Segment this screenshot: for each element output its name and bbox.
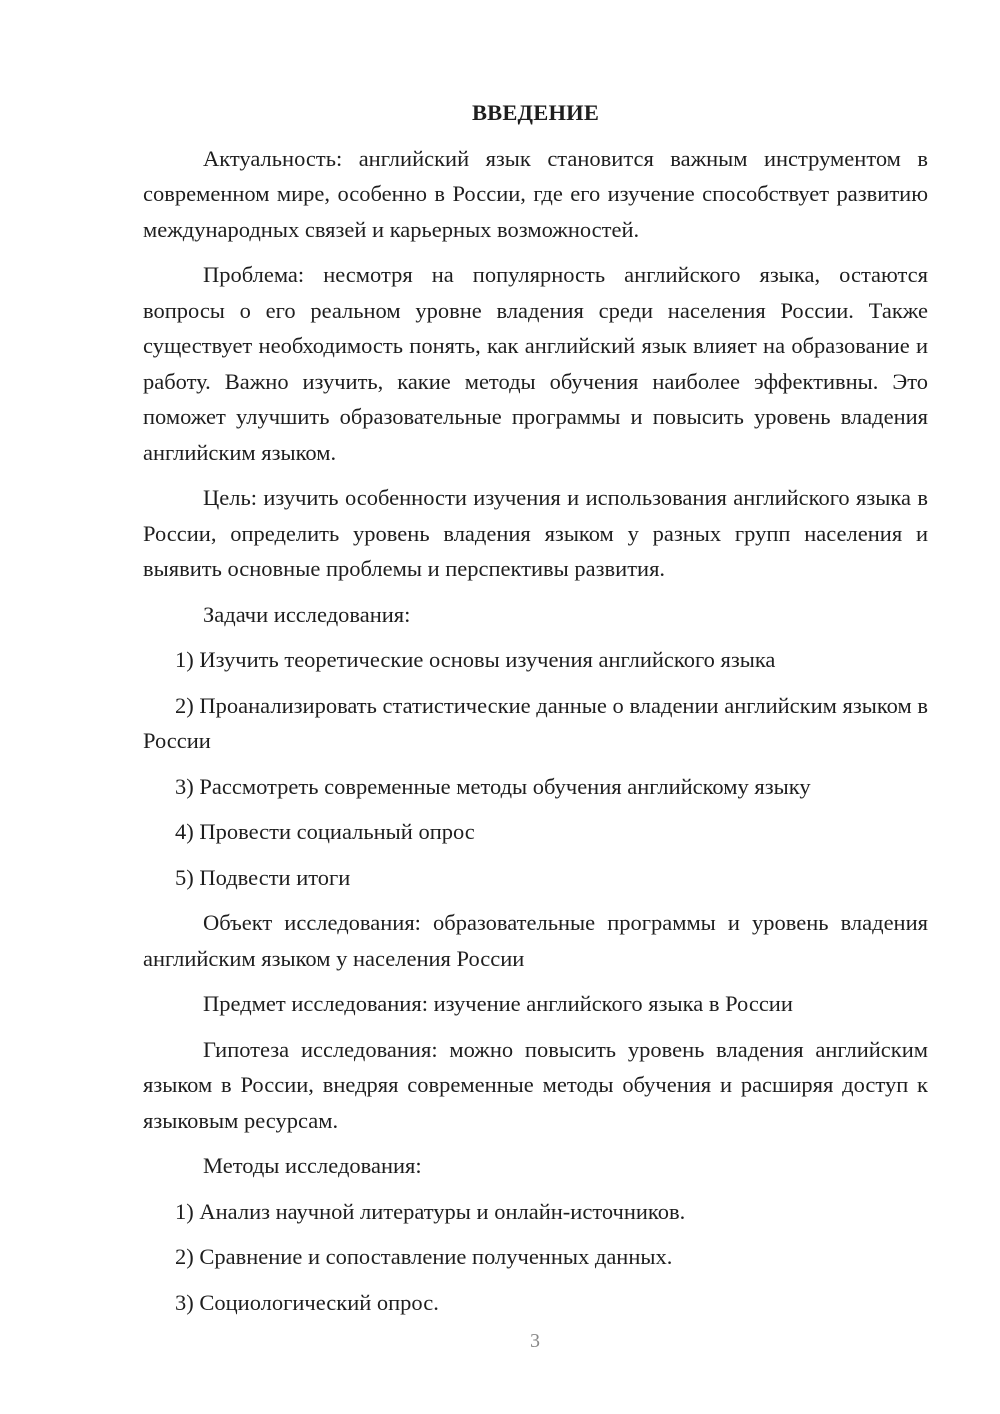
page-title: ВВЕДЕНИЕ: [471, 100, 600, 125]
method-item: 1) Анализ научной литературы и онлайн-источников.: [175, 1198, 686, 1224]
object-paragraph: Объект исследования: образовательные программы и уровень владения английским языком у населения России: [143, 910, 928, 971]
tasks-heading: Задачи исследования:: [203, 601, 411, 627]
method-item: 3) Социологический опрос.: [175, 1289, 439, 1315]
method-item: 2) Сравнение и сопоставление полученных данных.: [175, 1244, 673, 1269]
task-item: 5) Подвести итоги: [175, 864, 351, 890]
task-item: 2) Проанализировать статистические данные о владении английским языком в России: [143, 692, 928, 753]
relevance-paragraph: Актуальность: английский язык становится важным инструментом в современном мире, особенно в России, где его изучение способствует развитию международных связей и карьерных возможностей.: [143, 145, 928, 242]
task-item: 4) Провести социальный опрос: [175, 819, 475, 844]
page-body: [143, 95, 928, 1330]
page-number: 3: [530, 1330, 540, 1352]
problem-paragraph: Проблема: несмотря на популярность английского языка, остаются вопросы о его реальном уровне владения среди населения России. Также существует необходимость понять, как английский язык влияет на образование и работу. Важно изучить, какие методы обучения наиболее эффективны. Это поможет улучшить образовательные программы и повысить уровень владения английским языком.: [143, 262, 928, 465]
task-item: 1) Изучить теоретические основы изучения английского языка: [175, 647, 776, 672]
hypothesis-paragraph: Гипотеза исследования: можно повысить уровень владения английским языком в России, внедряя современные методы обучения и расширяя доступ к языковым ресурсам.: [143, 1036, 928, 1133]
methods-heading: Методы исследования:: [203, 1153, 422, 1178]
goal-paragraph: Цель: изучить особенности изучения и использования английского языка в России, определить уровень владения языком у разных групп населения и выявить основные проблемы и перспективы развития.: [143, 485, 928, 581]
subject-paragraph: Предмет исследования: изучение английского языка в России: [203, 991, 793, 1016]
task-item: 3) Рассмотреть современные методы обучения английскому языку: [175, 773, 811, 799]
